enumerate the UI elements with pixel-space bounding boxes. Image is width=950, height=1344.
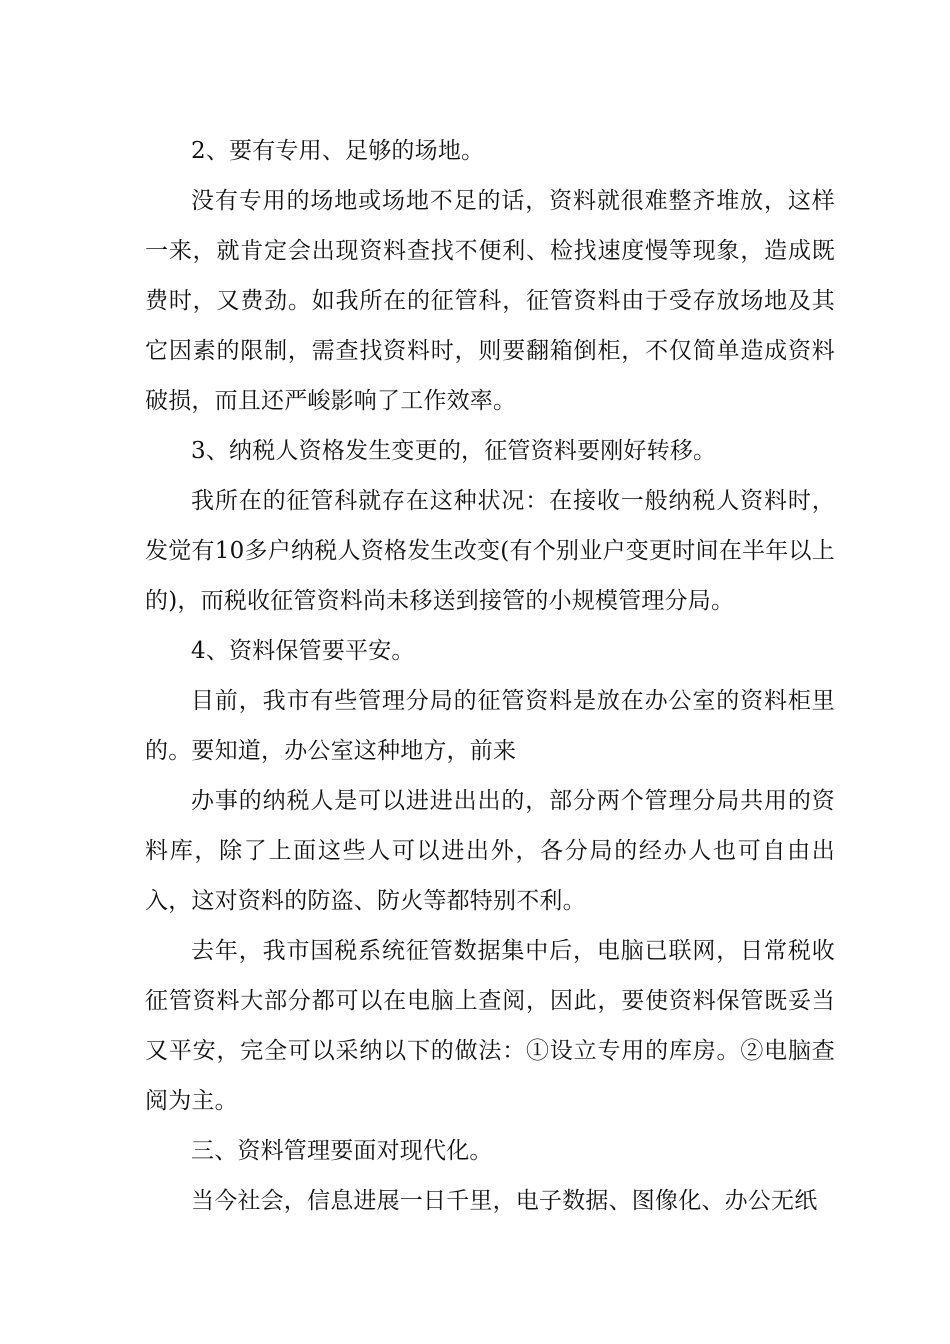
paragraph-shared-archive: 办事的纳税人是可以进进出出的，部分两个管理分局共用的资料库，除了上面这些人可以进出外，各分局的经办人也可自由出入，这对资料的防盗、防火等都特别不利。 — [145, 788, 835, 914]
heading-storage-safety: 4、资料保管要平安。 — [191, 638, 415, 664]
heading-modernization: 三、资料管理要面对现代化。 — [191, 1138, 493, 1164]
paragraph-site-shortage: 没有专用的场地或场地不足的话，资料就很难整齐堆放，这样一来，就肯定会出现资料查找不便利、检找速度慢等现象，造成既费时，又费劲。如我所在的征管科，征管资料由于受存放场地及其它因素的限制，需查找资料时，则要翻箱倒柜，不仅简单造成资料破损，而且还严峻影响了工作效率。 — [145, 188, 835, 414]
paragraph-office-cabinet: 目前，我市有些管理分局的征管资料是放在办公室的资料柜里的。要知道，办公室这种地方，前来 — [145, 688, 835, 764]
paragraph-computer-access: 去年，我市国税系统征管数据集中后，电脑已联网，日常税收征管资料大部分都可以在电脑上查阅，因此，要使资料保管既妥当又平安，完全可以采纳以下的做法：①设立专用的库房。②电脑查阅为主。 — [145, 938, 835, 1114]
document-body — [145, 126, 835, 1226]
paragraph-information-age: 当今社会，信息进展一日千里，电子数据、图像化、办公无纸 — [191, 1188, 818, 1214]
heading-site-requirement: 2、要有专用、足够的场地。 — [191, 138, 485, 164]
heading-qualification-change: 3、纳税人资格发生变更的，征管资料要刚好转移。 — [191, 438, 717, 464]
paragraph-qualification-case: 我所在的征管科就存在这种状况：在接收一般纳税人资料时，发觉有10多户纳税人资格发生改变(有个别业户变更时间在半年以上的)，而税收征管资料尚未移送到接管的小规模管理分局。 — [145, 488, 835, 614]
